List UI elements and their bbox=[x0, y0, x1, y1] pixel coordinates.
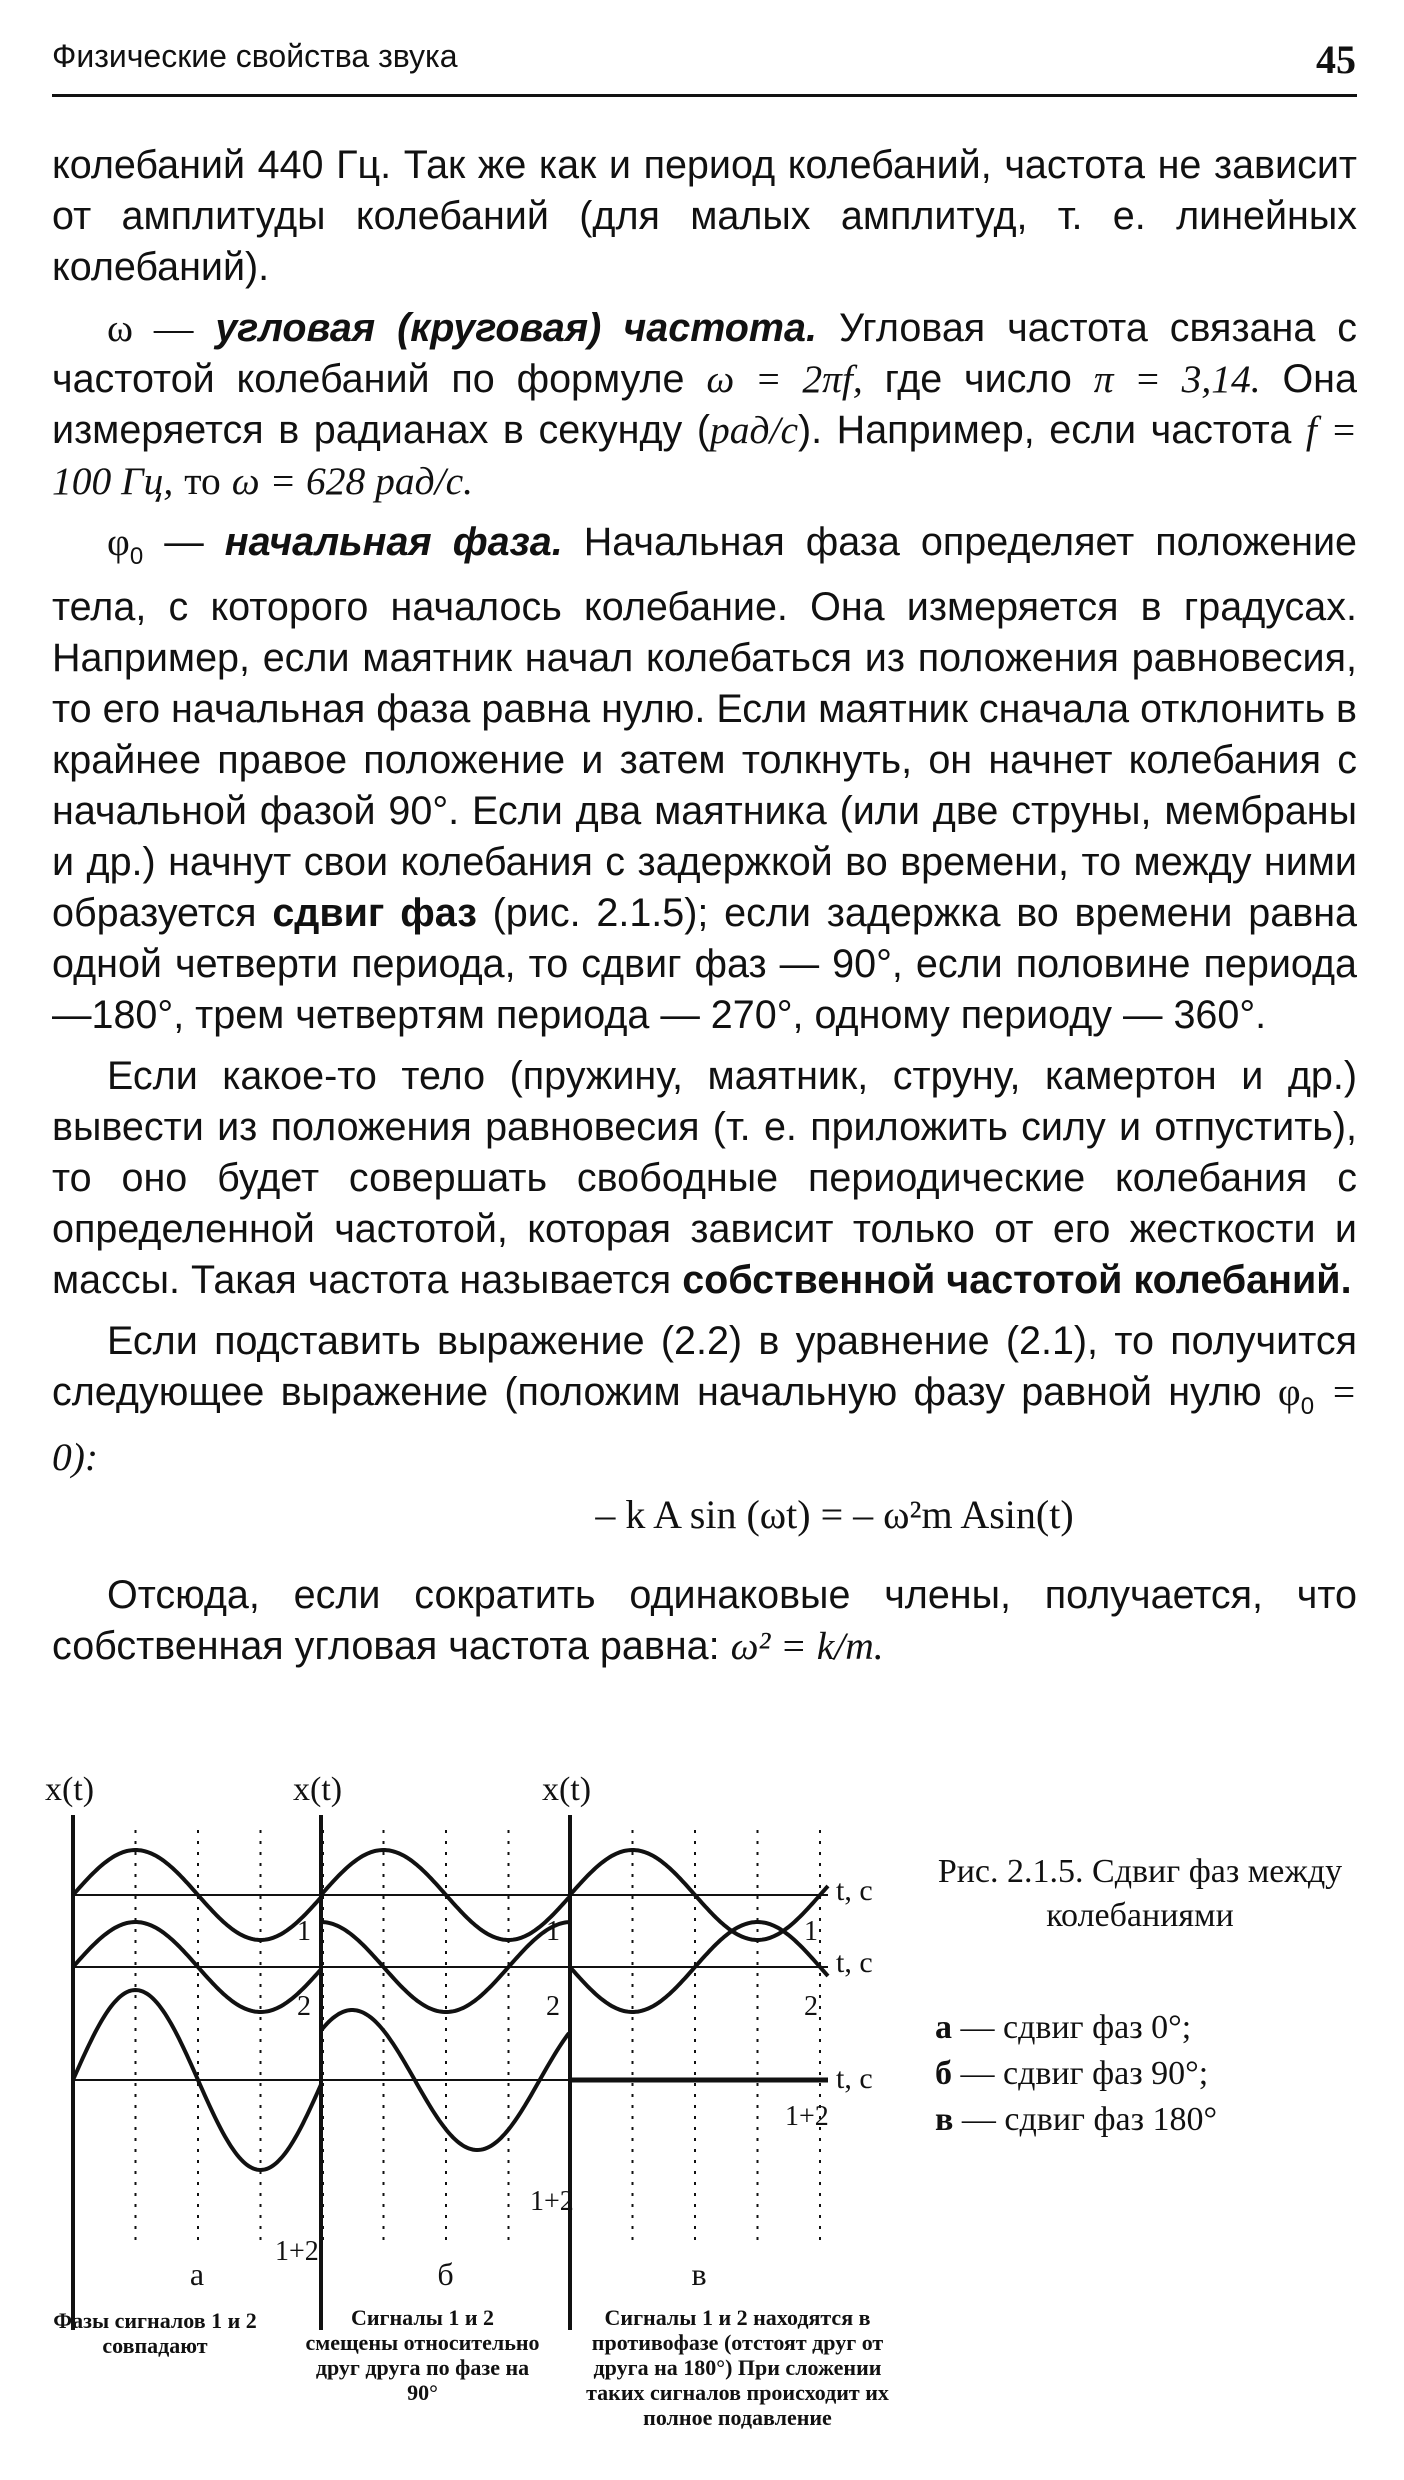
unit-rad-s: рад/с bbox=[709, 408, 798, 452]
legend-text-b: — сдвиг фаз 90°; bbox=[960, 2055, 1209, 2092]
panel-a-note: Фазы сигналов 1 и 2 совпадают bbox=[53, 2308, 257, 2358]
panel-b-label-sum: 1+2 bbox=[530, 2186, 574, 2217]
term-natural-frequency: собственной частотой колебаний bbox=[682, 1257, 1341, 1302]
paragraph-natural-end: . bbox=[1340, 1257, 1352, 1302]
paragraph-substitution bbox=[52, 1316, 1357, 1483]
paragraph-omega-text-c: Она измеряется в радианах в секунду ( bbox=[52, 357, 1357, 452]
phi-symbol: φ bbox=[107, 520, 130, 564]
paragraph-phase-text-b: (рис. 2.1.5); если задержка во времени равна одной четверти периода, то сдвиг фаз — 90°, если половине периода —180°, трем четвертям периода — 270°, одному периоду — 360°. bbox=[52, 890, 1357, 1037]
panel-b-label-2: 2 bbox=[546, 1991, 560, 2022]
panel-a-axis-label: x(t) bbox=[45, 1771, 95, 1808]
paragraph-1-text: колебаний 440 Гц. Так же как и период колебаний, частота не зависит от амплитуды колебаний (для малых амплитуд, т. е. линейных колебаний). bbox=[52, 143, 1357, 289]
legend-item-a bbox=[935, 2005, 1217, 2051]
panel-b-axis-label: x(t) bbox=[293, 1771, 343, 1808]
paragraph-conclusion-text: Отсюда, если сократить одинаковые члены, получается, что собственная угловая частота равна: bbox=[52, 1572, 1357, 1668]
formula-omega: ω = 2πf, bbox=[706, 357, 863, 401]
figure-caption: Рис. 2.1.5. Сдвиг фаз между колебаниями bbox=[937, 1853, 1343, 1934]
legend-letter-b: б bbox=[935, 2055, 952, 2092]
term-initial-phase: начальная фаза. bbox=[224, 520, 563, 564]
formula-omega-squared: ω² = k/m. bbox=[730, 1623, 884, 1668]
paragraph-omega-text-d: ). Например, если частота bbox=[797, 408, 1292, 452]
panel-b-letter: б bbox=[437, 2256, 454, 2292]
legend-letter-c: в bbox=[935, 2101, 954, 2138]
body-text bbox=[52, 140, 1357, 1682]
phi0-symbol: φ bbox=[1277, 1369, 1301, 1414]
phi0-equals: = 0): bbox=[52, 1369, 1357, 1479]
panel-a-letter: а bbox=[189, 2256, 205, 2292]
legend-text-a: — сдвиг фаз 0°; bbox=[960, 2009, 1192, 2046]
paragraph-phase bbox=[52, 517, 1357, 1041]
figure-legend bbox=[935, 2005, 1217, 2143]
running-header: Физические свойства звука bbox=[52, 38, 458, 74]
legend-letter-a: а bbox=[935, 2009, 952, 2046]
panel-c-axis-label: x(t) bbox=[542, 1771, 592, 1808]
page-number: 45 bbox=[1316, 37, 1356, 82]
omega-symbol: ω — bbox=[107, 306, 194, 350]
panel-c-letter: в bbox=[691, 2256, 707, 2292]
paragraph-1 bbox=[52, 140, 1357, 293]
time-label-1: t, c bbox=[836, 1874, 873, 1907]
equation: – k A sin (ωt) = – ω²m Asin(t) bbox=[595, 1491, 1074, 1537]
panel-c-label-1: 1 bbox=[804, 1916, 818, 1947]
panel-b-note: Сигналы 1 и 2 смещены относительно друг друга по фазе на 90° bbox=[305, 2305, 540, 2405]
paragraph-omega-text-e: то bbox=[184, 459, 221, 503]
time-label-2: t, c bbox=[836, 1946, 873, 1979]
paragraph-omega-text-b: где число bbox=[884, 357, 1072, 401]
formula-pi: π = 3,14. bbox=[1093, 357, 1261, 401]
panel-c-note: Сигналы 1 и 2 находятся в противофазе (отстоят друг от друга на 180°) При сложении таких сигналов происходит их полное подавление bbox=[586, 2305, 889, 2430]
term-angular-frequency: угловая (круговая) частота. bbox=[215, 306, 817, 350]
panel-a-label-1: 1 bbox=[297, 1916, 311, 1947]
time-label-3: t, c bbox=[836, 2062, 873, 2095]
figure-phase-shift bbox=[40, 1740, 1380, 2460]
header-rule bbox=[52, 94, 1357, 97]
legend-item-c bbox=[935, 2097, 1217, 2143]
formula-f: f = 100 Гц, bbox=[52, 408, 1357, 503]
panel-a-label-2: 2 bbox=[297, 1991, 311, 2022]
panel-c-label-2: 2 bbox=[804, 1991, 818, 2022]
panel-a-label-sum: 1+2 bbox=[275, 2236, 319, 2267]
paragraph-conclusion bbox=[52, 1570, 1357, 1672]
phi-dash: — bbox=[164, 520, 204, 564]
paragraph-natural-text: Если какое-то тело (пружину, маятник, струну, камертон и др.) вывести из положения равновесия (т. е. приложить силу и отпустить), то оно будет совершать свободные периодические колебания с определенной частотой, которая зависит только от его жесткости и массы. Такая частота называется bbox=[52, 1053, 1357, 1302]
paragraph-substitution-text: Если подставить выражение (2.2) в уравнение (2.1), то получится следующее выражение (положим начальную фазу равной нулю bbox=[52, 1318, 1357, 1414]
formula-omega-value: ω = 628 рад/с. bbox=[231, 459, 473, 503]
panel-b-label-1: 1 bbox=[546, 1916, 560, 1947]
phi0-subscript: 0 bbox=[1300, 1392, 1315, 1420]
paragraph-omega-text-a: Угловая частота связана с частотой колебаний по формуле bbox=[52, 306, 1358, 401]
legend-item-b bbox=[935, 2051, 1217, 2097]
paragraph-phase-text-a: Начальная фаза определяет положение тела, с которого началось колебание. Она измеряется в градусах. Например, если маятник начал колебаться из положения равновесия, то его начальная фаза равна нулю. Если маятник сначала отклонить в крайнее правое положение и затем толкнуть, он начнет колебания с начальной фазой 90°. Если два маятника (или две струны, мембраны и др.) начнут свои колебания с задержкой во времени, то между ними образуется bbox=[52, 520, 1358, 935]
paragraph-omega bbox=[52, 303, 1357, 507]
term-phase-shift: сдвиг фаз bbox=[272, 890, 477, 935]
phi-subscript: 0 bbox=[129, 542, 144, 570]
paragraph-natural-frequency bbox=[52, 1051, 1357, 1306]
legend-text-c: — сдвиг фаз 180° bbox=[961, 2101, 1218, 2138]
panel-c-label-sum: 1+2 bbox=[785, 2101, 829, 2132]
